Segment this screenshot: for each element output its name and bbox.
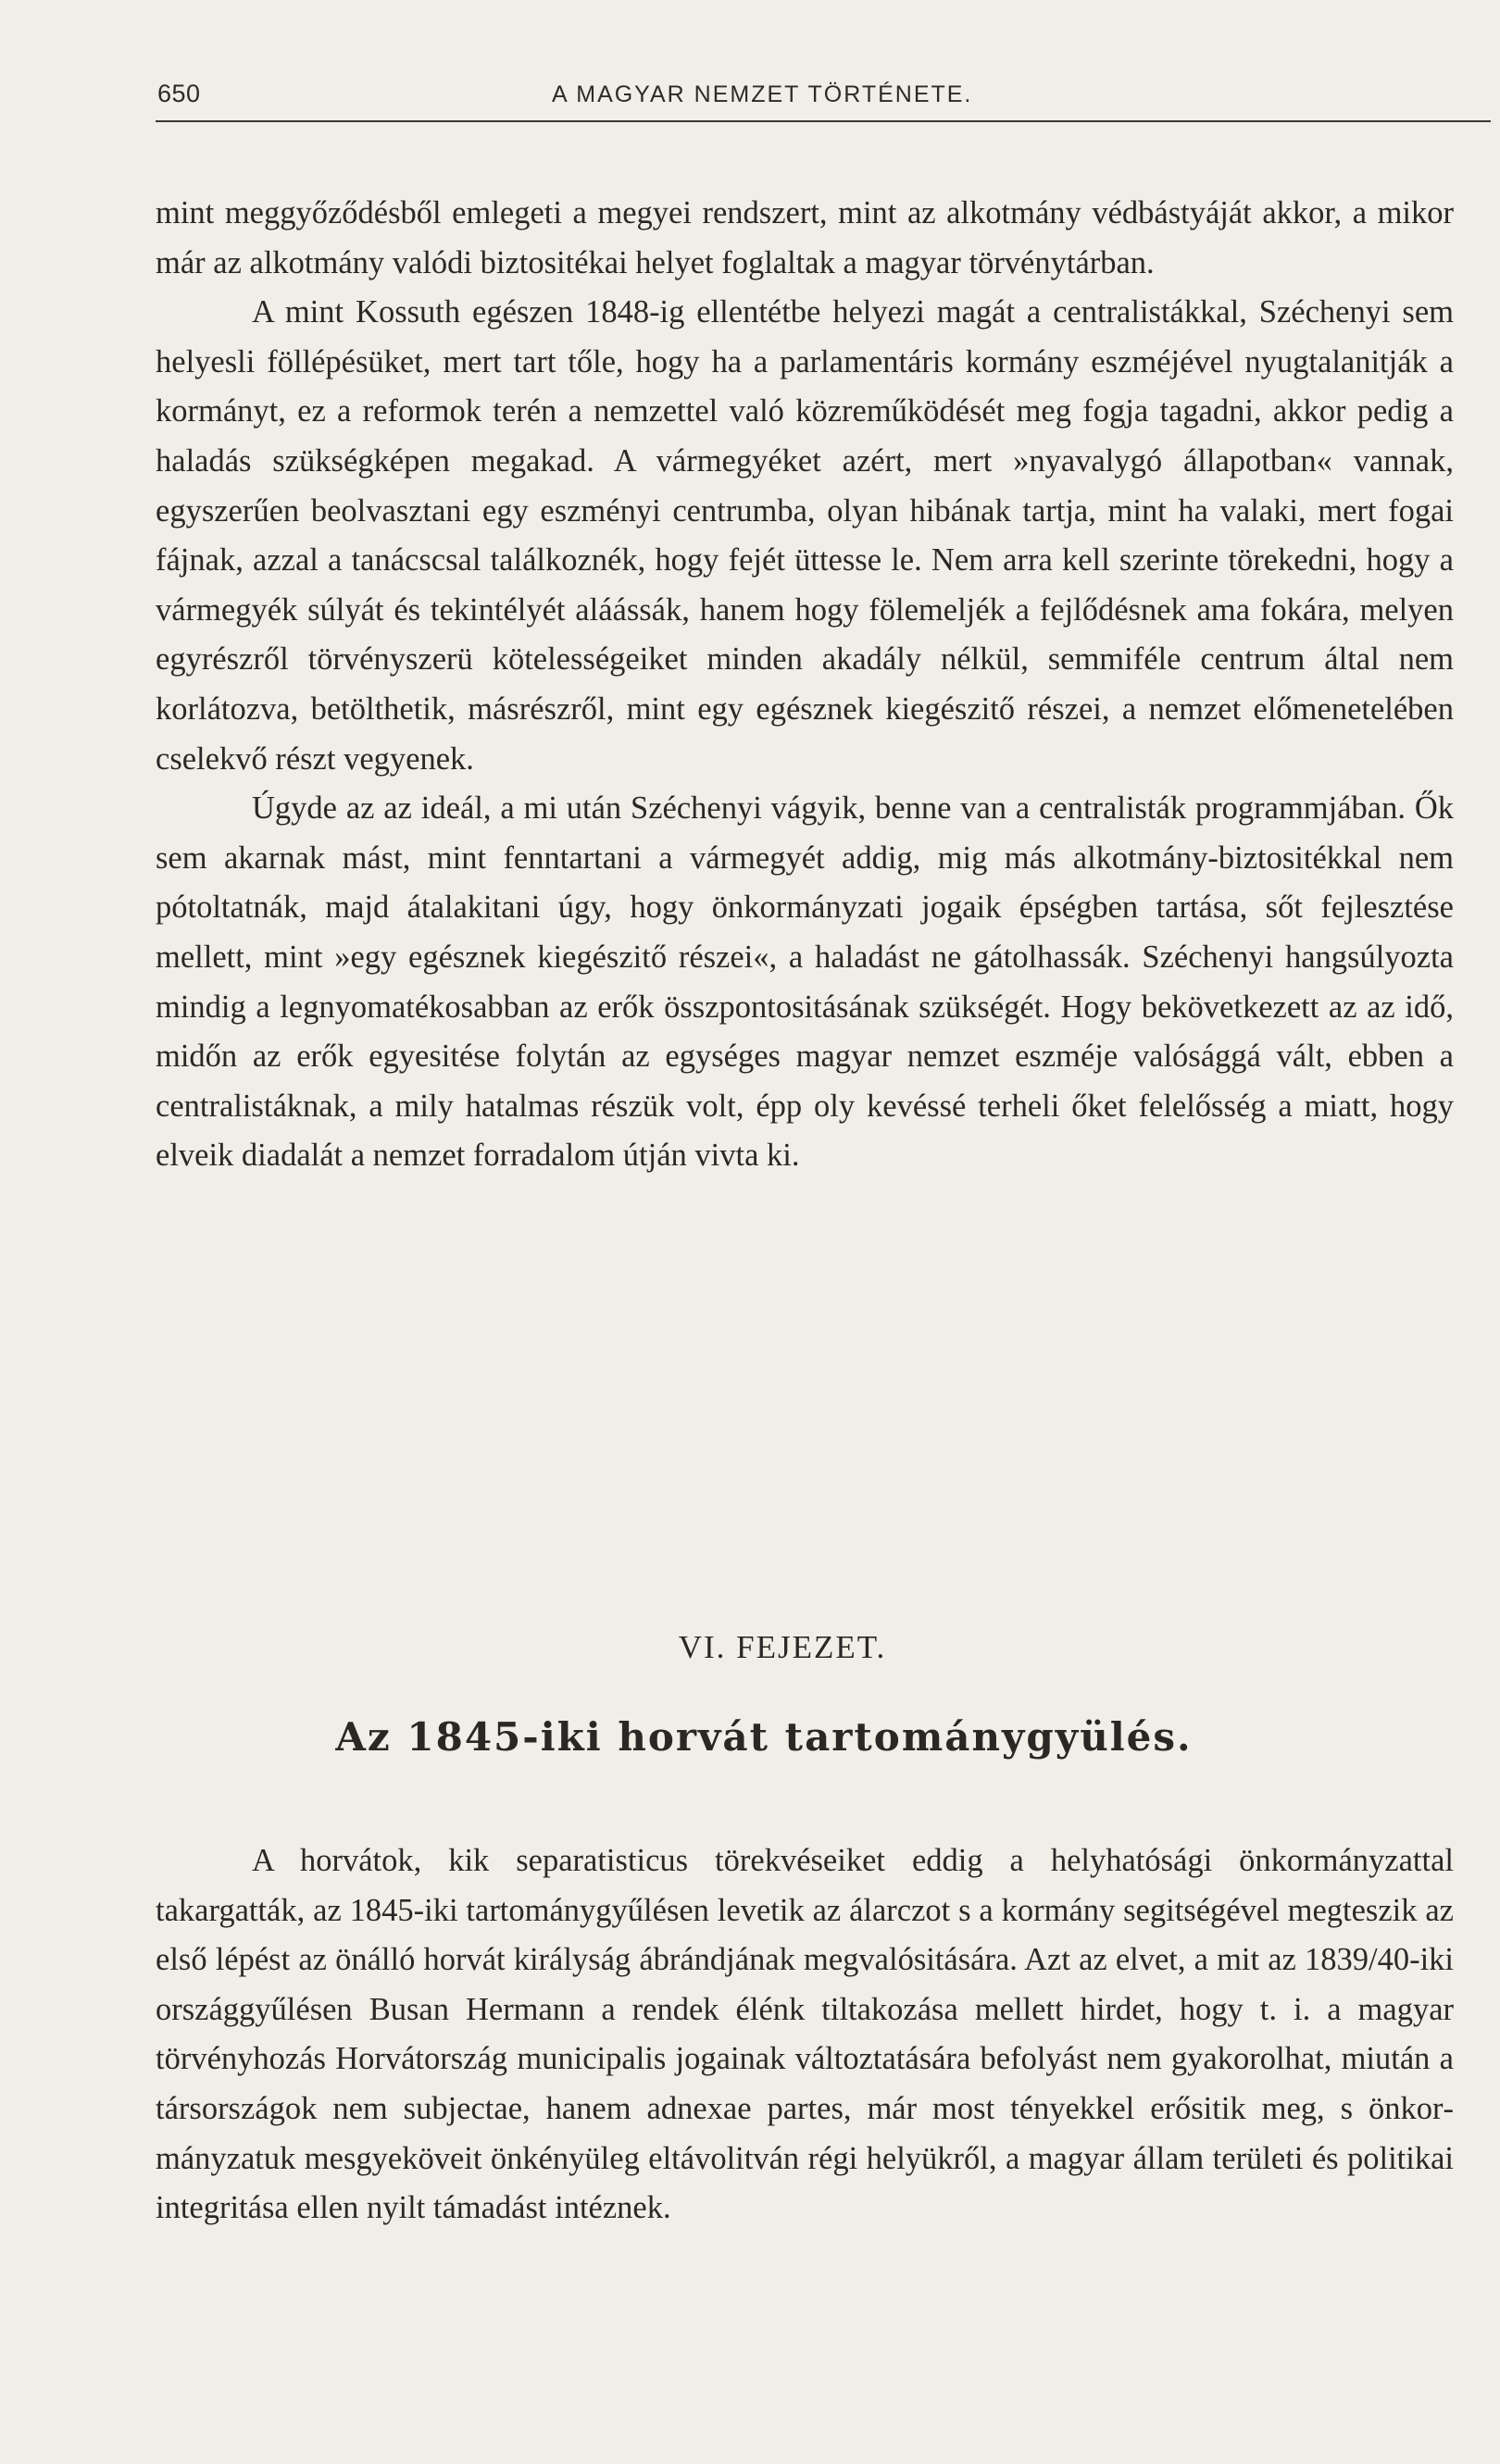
- chapter-number: VI. FEJEZET.: [678, 1629, 887, 1665]
- paragraph: A mint Kossuth egészen 1848-ig ellentétbe helyezi magát a centralistákkal, Széchenyi sem helyesli föllépésüket, mert tart tőle, hogy ha a parlamentáris kormány eszméjével nyugtalanitják a kormányt, ez a reformok terén a nemzettel való közreműködését meg fogja tagadni, akkor pedig a haladás szükségképen megakad. A vármegyéket azért, mert »nyavalygó állapotban« vannak, egyszerűen beolvasztani egy eszményi centrumba, olyan hibának tartja, mint ha valaki, mert fogai fájnak, azzal a tanácscsal találkoznék, hogy fejét üttesse le. Nem arra kell szerinte törekedni, hogy a vármegyék súlyát és tekintélyét aláássák, hanem hogy fölemeljék a fejlődésnek ama fokára, melyen egyrészről törvényszerü kötelességeiket minden akadály nélkül, semmiféle centrum által nem korlátozva, betölthetik, másrészről, mint egy egésznek kiegészitő részei, a nemzet előmenetelében cselekvő részt vegyenek.: [156, 294, 1454, 777]
- paragraph: mint meggyőződésből emlegeti a megyei rendszert, mint az alkotmány védbástyáját akkor, a mikor már az alkotmány valódi biztositékai helyet foglaltak a magyar törvénytárban.: [156, 195, 1454, 280]
- page-number: 650: [157, 80, 201, 107]
- running-header: [156, 80, 1491, 122]
- chapter-title: Az 1845-iki horvát tartománygyülés.: [335, 1714, 1193, 1760]
- paragraph: Úgyde az az ideál, a mi után Széchenyi vágyik, benne van a centralisták programmjában. Ők sem akarnak mást, mint fenntartani a vármegyét addig, mig más alkotmány-biztositékkal nem pótoltatnák, majd átalakitani úgy, hogy önkormányzati jogaik épségben tartása, sőt fejlesztése mellett, mint »egy egésznek kiegészitő részei«, a haladást ne gátolhassák. Széchenyi hangsúlyozta mindig a legnyomatékosabban az erők összpontositásának szükségét. Hogy bekövetkezett az az idő, midőn az erők egyesitése folytán az egységes magyar nemzet eszméje valósággá vált, ebben a centralistáknak, a mily hatalmas részük volt, épp oly kevéssé terheli őket felelősség a miatt, hogy elveik diadalát a nemzet forradalom útján vivta ki.: [156, 790, 1454, 1174]
- running-title: A MAGYAR NEMZET TÖRTÉNETE.: [552, 81, 973, 107]
- text-block-lower: [156, 1836, 1454, 2234]
- text-block-upper: [156, 189, 1454, 1181]
- paragraph: A horvátok, kik separatisticus törekvéseiket eddig a helyhatósági önkormányzattal takargatták, az 1845-iki tartománygyűlésen levetik az álarczot s a kormány segitségével megteszik az első lépést az önálló horvát királyság ábrándjának megvalósitására. Azt az elvet, a mit az 1839/40-iki országgyűlésen Busan Hermann a rendek élénk tiltakozása mellett hirdet, hogy t. i. a magyar törvényhozás Horvátország municipalis jogainak változtatására befolyást nem gyakorolhat, miután a társországok nem subjectae, hanem adnexae partes, már most tényekkel erősitik meg, s önkormányzatuk mesgyeköveit önkényüleg eltávolitván régi helyükről, a magyar állam területi és politikai integritása ellen nyilt támadást intéznek.: [156, 1843, 1454, 2226]
